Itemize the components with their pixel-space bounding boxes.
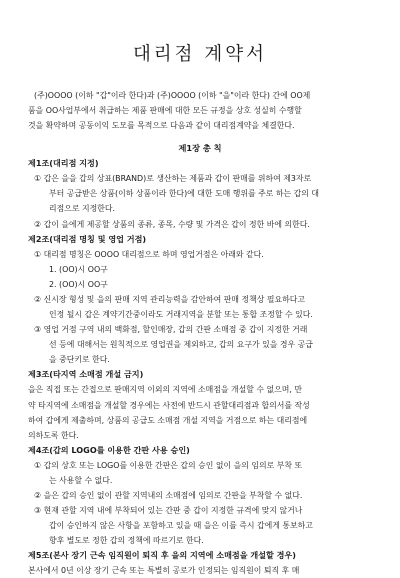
clause-line: 인정 될시 갑은 계약기간중이라도 거래지역을 분할 또는 통합 조정할 수 있다. [49,310,313,320]
clause-line: ② 갑이 을에게 제공할 상품의 종류, 종목, 수량 및 가격은 갑이 정한 바에 의한다. [34,219,310,229]
intro-line: (주)OOOO (이하 "갑"이라 한다)과 (주)OOOO (이하 "을"이라 한다) 간에 OO제 [34,91,311,100]
article-heading: 제1조(대리점 지정) [28,158,99,169]
clause-line: ① 대리점 명칭은 OOOO 대리점으로 하며 영업거점은 아래와 같다. [34,249,264,259]
list-item: 2. (OO)시 OO구 [49,279,108,289]
article-heading: 제2조(대리점 명칭 및 영업 거점) [28,233,147,244]
document-title: 대리점 계약서 [132,44,268,65]
clause-line: ③ 영업 거점 구역 내의 백화점, 할인매장, 갑의 간판 소매점 중 갑이 지정한 거래 [34,325,308,335]
clause-line: 하여 갑에게 제출하며, 상품의 공급도 소매점 개설 지역을 거점으로 하는 대리점에 [28,415,308,425]
clause-line: 부터 공급받은 상품(이하 상품이라 한다)에 대한 도매 행위를 주로 하는 갑의 대 [49,189,320,199]
clause-line: 갑이 승인하지 않은 사항을 포함하고 있을 때 을은 이를 즉시 갑에게 통보하고 [49,521,313,531]
article-2 [28,232,372,368]
clause-line: ② 을은 갑의 승인 없이 관할 지역내의 소매점에 임의로 간판을 부착할 수 없다. [34,490,303,500]
clause-line: 본사에서 0년 이상 장기 근속 또는 특별히 공로가 인정되는 임직원이 퇴직 후 매 [28,566,300,576]
article-5 [28,548,372,578]
article-heading: 제4조(갑의 LOGO를 이용한 간판 사용 승인) [28,444,190,455]
clause-line: 는 사용할 수 없다. [49,475,113,485]
list-item: 1. (OO)시 OO구 [49,264,108,274]
clause-line: ③ 현재 관할 지역 내에 부착되어 있는 간판 중 갑이 지정한 규격에 맞지 않거나 [34,506,303,516]
clause-line: 리점으로 지정한다. [49,204,115,214]
intro-paragraph [28,88,372,133]
clause-line: 선 등에 대해서는 원칙적으로 영업권을 제외하고, 갑의 요구가 있을 경우 공급 [49,340,313,350]
article-4 [28,443,372,549]
article-1 [28,156,372,231]
intro-line: 것을 확약하며 공동이익 도모를 목적으로 다음과 같이 대리점계약을 체결한다. [28,121,295,131]
clause-line: ② 신시장 형성 및 을의 판매 지역 관리능력을 감안하여 판매 정책상 필요하다고 [34,294,305,304]
intro-line: 품을 OO사업부에서 취급하는 제품 판매에 대한 모든 규정을 상호 성실히 수행할 [28,106,302,116]
article-heading: 제5조(본사 장기 근속 임직원이 퇴직 후 을의 지역에 소매점을 개설할 경우) [28,550,296,561]
chapter-heading: 제1장 총 칙 [178,143,222,154]
clause-line: 을은 직접 또는 간접으로 판매지역 이외의 지역에 소매점을 개설할 수 없으며, 만 [28,385,303,395]
clause-line: 향후 별도로 정한 갑의 정책에 따르기로 한다. [49,536,204,546]
article-heading: 제3조(타지역 소매점 개설 금지) [28,369,144,380]
article-3 [28,367,372,442]
clause-line: ① 갑은 을을 갑의 상표(BRAND)로 생산하는 제품과 갑이 판매를 위하여 제3자로 [34,174,312,184]
clause-line: 을 중단키로 한다. [49,355,110,365]
clause-line: 약 타지역에 소매점을 개설할 경우에는 사전에 반드시 관할대리점과 합의서를 작성 [28,400,310,410]
clause-line: ① 갑의 상호 또는 LOGO를 이용한 간판은 갑의 승인 없이 을의 임의로 부착 또 [34,460,303,470]
clause-line: 의하도록 한다. [28,430,79,440]
